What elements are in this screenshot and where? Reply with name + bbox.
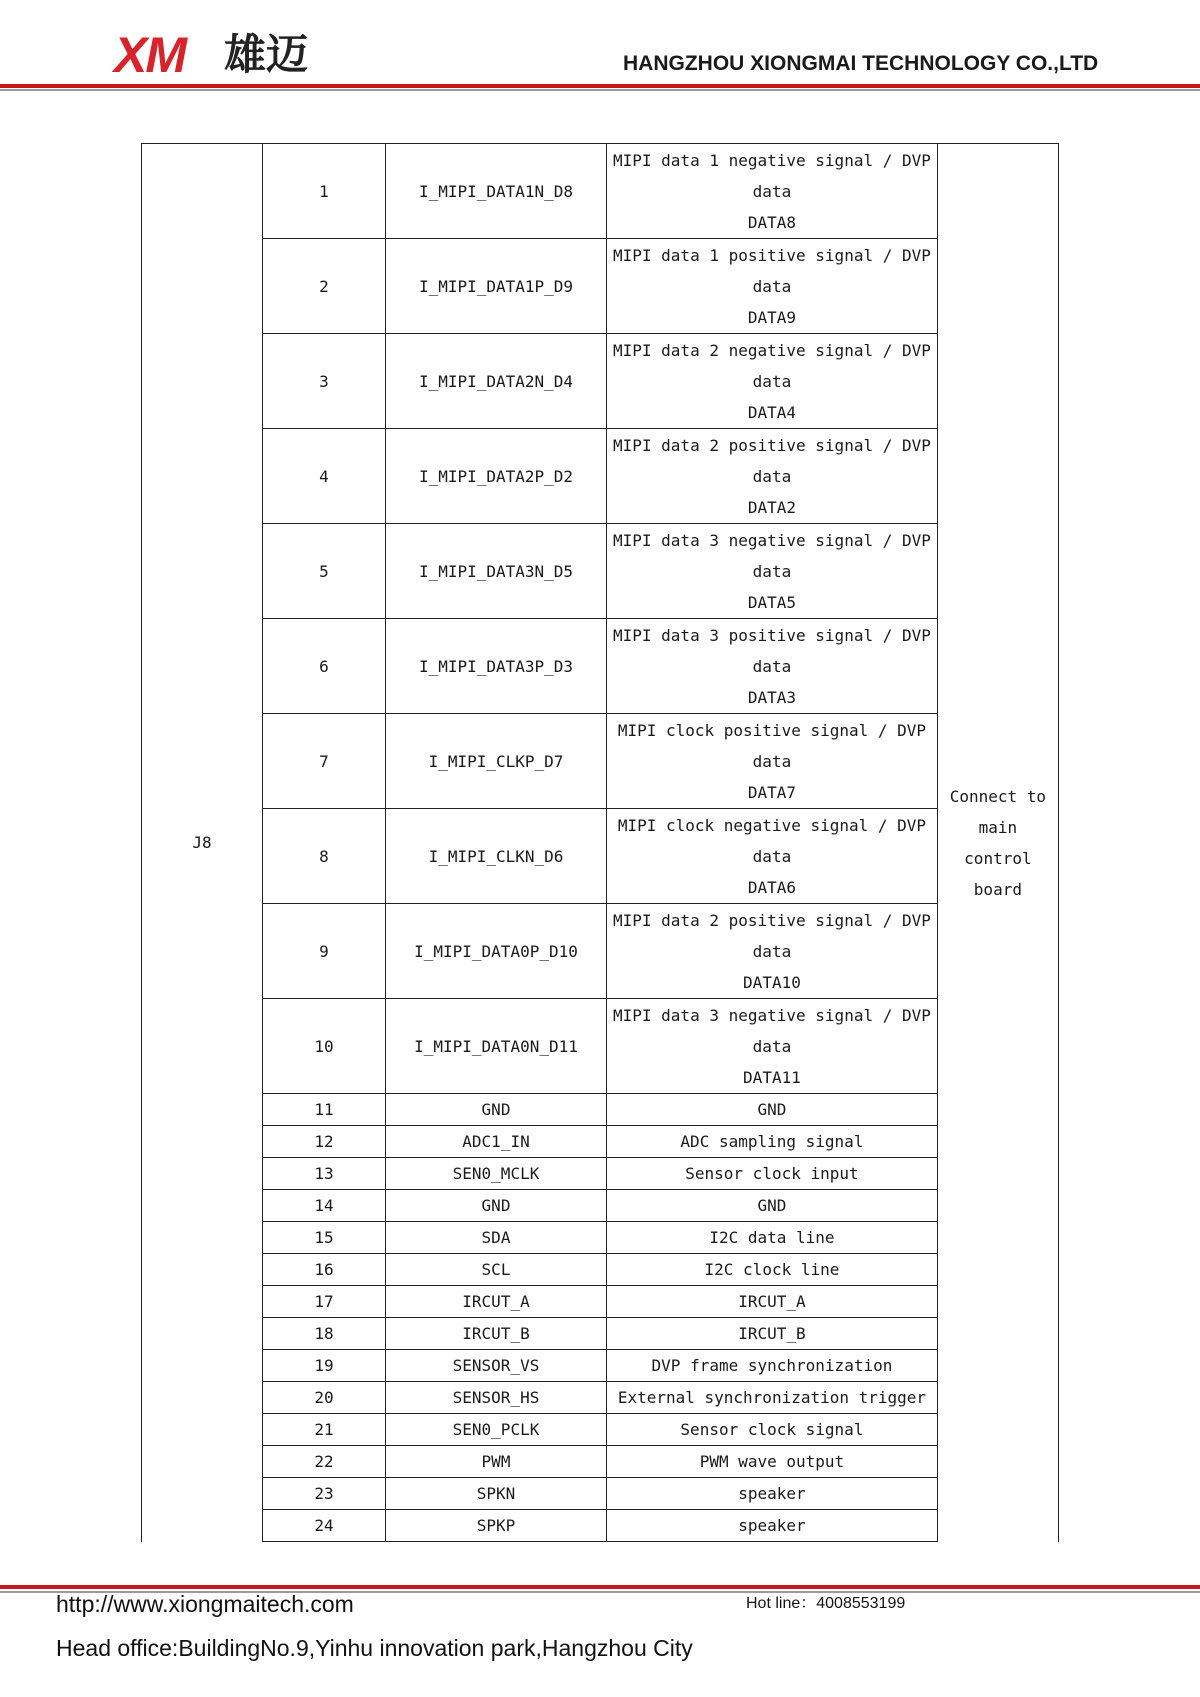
table-row bbox=[142, 1318, 1059, 1350]
signal-name: I_MIPI_DATA2N_D4 bbox=[386, 334, 607, 429]
pin-number: 16 bbox=[263, 1254, 386, 1286]
pin-number: 12 bbox=[263, 1126, 386, 1158]
description-line: Sensor clock signal bbox=[680, 1419, 864, 1439]
table-row bbox=[142, 619, 1059, 714]
signal-name: SDA bbox=[386, 1222, 607, 1254]
pin-number: 13 bbox=[263, 1158, 386, 1190]
signal-description bbox=[607, 1446, 938, 1478]
description-line: GND bbox=[757, 1099, 787, 1119]
table-row bbox=[142, 1094, 1059, 1126]
note-line: board bbox=[973, 879, 1022, 899]
pin-definition-table bbox=[141, 143, 1059, 1542]
description-line: IRCUT_B bbox=[738, 1323, 806, 1343]
signal-description bbox=[607, 429, 938, 524]
table-row bbox=[142, 1158, 1059, 1190]
description-line: data bbox=[752, 181, 792, 201]
pin-number: 7 bbox=[263, 714, 386, 809]
signal-description bbox=[607, 1254, 938, 1286]
connection-note bbox=[937, 144, 1058, 1542]
description-line: IRCUT_A bbox=[738, 1291, 806, 1311]
signal-name: I_MIPI_DATA0N_D11 bbox=[386, 999, 607, 1094]
signal-description bbox=[607, 1478, 938, 1510]
signal-name: GND bbox=[386, 1094, 607, 1126]
signal-description bbox=[607, 1126, 938, 1158]
pin-number: 5 bbox=[263, 524, 386, 619]
signal-name: SENSOR_HS bbox=[386, 1382, 607, 1414]
table-row bbox=[142, 1254, 1059, 1286]
signal-name: SPKN bbox=[386, 1478, 607, 1510]
pin-number: 19 bbox=[263, 1350, 386, 1382]
signal-name: PWM bbox=[386, 1446, 607, 1478]
pin-number: 18 bbox=[263, 1318, 386, 1350]
signal-name: I_MIPI_CLKP_D7 bbox=[386, 714, 607, 809]
note-line: main bbox=[978, 817, 1018, 837]
table-row bbox=[142, 1126, 1059, 1158]
signal-name: I_MIPI_DATA0P_D10 bbox=[386, 904, 607, 999]
description-line: MIPI data 3 negative signal / DVP bbox=[613, 530, 931, 550]
logo-latin-mark: XM bbox=[114, 27, 185, 83]
table-row bbox=[142, 809, 1059, 904]
signal-name: SPKP bbox=[386, 1510, 607, 1542]
signal-description bbox=[607, 1414, 938, 1446]
description-line: GND bbox=[757, 1195, 787, 1215]
table-row bbox=[142, 1478, 1059, 1510]
signal-description bbox=[607, 334, 938, 429]
table-row bbox=[142, 1414, 1059, 1446]
pin-number: 8 bbox=[263, 809, 386, 904]
pin-number: 24 bbox=[263, 1510, 386, 1542]
description-line: data bbox=[752, 561, 792, 581]
signal-description bbox=[607, 619, 938, 714]
signal-description bbox=[607, 904, 938, 999]
pin-number: 3 bbox=[263, 334, 386, 429]
pin-number: 20 bbox=[263, 1382, 386, 1414]
pin-number: 6 bbox=[263, 619, 386, 714]
signal-description bbox=[607, 1286, 938, 1318]
signal-description bbox=[607, 1318, 938, 1350]
description-line: I2C clock line bbox=[704, 1259, 840, 1279]
description-line: MIPI clock positive signal / DVP bbox=[617, 720, 927, 740]
note-line: control bbox=[964, 848, 1032, 868]
description-line: ADC sampling signal bbox=[680, 1131, 864, 1151]
description-line: MIPI data 2 negative signal / DVP bbox=[613, 340, 931, 360]
pin-number: 1 bbox=[263, 144, 386, 239]
signal-name: SENSOR_VS bbox=[386, 1350, 607, 1382]
table-row bbox=[142, 239, 1059, 334]
description-line: I2C data line bbox=[709, 1227, 835, 1247]
description-line: MIPI clock negative signal / DVP bbox=[617, 815, 927, 835]
description-line: DATA4 bbox=[747, 402, 797, 422]
company-name: HANGZHOU XIONGMAI TECHNOLOGY CO.,LTD bbox=[623, 52, 1099, 75]
signal-name: SEN0_MCLK bbox=[386, 1158, 607, 1190]
table-row bbox=[142, 1350, 1059, 1382]
signal-description bbox=[607, 239, 938, 334]
signal-name: I_MIPI_DATA3P_D3 bbox=[386, 619, 607, 714]
description-line: External synchronization trigger bbox=[617, 1387, 927, 1407]
description-line: data bbox=[752, 1036, 792, 1056]
pin-number: 15 bbox=[263, 1222, 386, 1254]
logo-chinese-mark: 雄迈 bbox=[224, 30, 309, 79]
table-row bbox=[142, 1286, 1059, 1318]
pin-number: 23 bbox=[263, 1478, 386, 1510]
signal-description bbox=[607, 714, 938, 809]
description-line: MIPI data 3 negative signal / DVP bbox=[613, 1005, 931, 1025]
description-line: speaker bbox=[738, 1515, 806, 1535]
pin-number: 14 bbox=[263, 1190, 386, 1222]
signal-name: I_MIPI_DATA1P_D9 bbox=[386, 239, 607, 334]
footer-hotline: Hot line：4008553199 bbox=[746, 1595, 906, 1612]
footer-address: Head office:BuildingNo.9,Yinhu innovation park,Hangzhou City bbox=[56, 1635, 693, 1661]
pin-number: 10 bbox=[263, 999, 386, 1094]
description-line: data bbox=[752, 276, 792, 296]
table-row bbox=[142, 904, 1059, 999]
description-line: MIPI data 2 positive signal / DVP bbox=[613, 910, 931, 930]
table-row bbox=[142, 1510, 1059, 1542]
description-line: data bbox=[752, 941, 792, 961]
signal-name: GND bbox=[386, 1190, 607, 1222]
table-row bbox=[142, 1190, 1059, 1222]
description-line: MIPI data 2 positive signal / DVP bbox=[613, 435, 931, 455]
table-row bbox=[142, 1446, 1059, 1478]
pin-number: 4 bbox=[263, 429, 386, 524]
description-line: PWM wave output bbox=[699, 1451, 845, 1471]
description-line: MIPI data 1 positive signal / DVP bbox=[613, 245, 931, 265]
signal-name: I_MIPI_DATA1N_D8 bbox=[386, 144, 607, 239]
table-row bbox=[142, 999, 1059, 1094]
signal-description bbox=[607, 1350, 938, 1382]
signal-description bbox=[607, 144, 938, 239]
signal-description bbox=[607, 1190, 938, 1222]
description-line: Sensor clock input bbox=[685, 1163, 859, 1183]
signal-description bbox=[607, 1382, 938, 1414]
footer-website-link[interactable]: http://www.xiongmaitech.com bbox=[56, 1591, 354, 1617]
description-line: DATA2 bbox=[747, 497, 797, 517]
page-header bbox=[0, 0, 1200, 96]
signal-name: SCL bbox=[386, 1254, 607, 1286]
description-line: DATA7 bbox=[747, 782, 797, 802]
description-line: DVP frame synchronization bbox=[651, 1355, 893, 1375]
signal-name: I_MIPI_DATA3N_D5 bbox=[386, 524, 607, 619]
signal-name: IRCUT_B bbox=[386, 1318, 607, 1350]
table-row bbox=[142, 144, 1059, 239]
description-line: speaker bbox=[738, 1483, 806, 1503]
signal-name: ADC1_IN bbox=[386, 1126, 607, 1158]
table-row bbox=[142, 714, 1059, 809]
note-line: Connect to bbox=[949, 786, 1047, 806]
signal-name: I_MIPI_DATA2P_D2 bbox=[386, 429, 607, 524]
header-divider-gray bbox=[0, 89, 1200, 91]
description-line: DATA3 bbox=[747, 687, 797, 707]
description-line: MIPI data 3 positive signal / DVP bbox=[613, 625, 931, 645]
signal-description bbox=[607, 1510, 938, 1542]
table-row bbox=[142, 1382, 1059, 1414]
signal-description bbox=[607, 1094, 938, 1126]
table-row bbox=[142, 1222, 1059, 1254]
description-line: data bbox=[752, 846, 792, 866]
table-row bbox=[142, 524, 1059, 619]
table-row bbox=[142, 429, 1059, 524]
pin-number: 17 bbox=[263, 1286, 386, 1318]
description-line: DATA11 bbox=[743, 1067, 801, 1087]
table-row bbox=[142, 334, 1059, 429]
signal-description bbox=[607, 1222, 938, 1254]
signal-name: SEN0_PCLK bbox=[386, 1414, 607, 1446]
description-line: data bbox=[752, 466, 792, 486]
description-line: data bbox=[752, 751, 792, 771]
pin-number: 22 bbox=[263, 1446, 386, 1478]
description-line: DATA5 bbox=[747, 592, 797, 612]
header-divider-red bbox=[0, 84, 1200, 88]
pin-number: 11 bbox=[263, 1094, 386, 1126]
description-line: MIPI data 1 negative signal / DVP bbox=[613, 150, 931, 170]
signal-name: IRCUT_A bbox=[386, 1286, 607, 1318]
pin-number: 2 bbox=[263, 239, 386, 334]
footer-divider-red bbox=[0, 1585, 1200, 1589]
connector-label: J8 bbox=[142, 144, 263, 1542]
pin-number: 21 bbox=[263, 1414, 386, 1446]
description-line: DATA9 bbox=[747, 307, 797, 327]
signal-description bbox=[607, 999, 938, 1094]
signal-description bbox=[607, 809, 938, 904]
signal-description bbox=[607, 1158, 938, 1190]
description-line: DATA6 bbox=[747, 877, 797, 897]
description-line: data bbox=[752, 656, 792, 676]
description-line: DATA8 bbox=[747, 212, 797, 232]
pin-number: 9 bbox=[263, 904, 386, 999]
description-line: data bbox=[752, 371, 792, 391]
signal-name: I_MIPI_CLKN_D6 bbox=[386, 809, 607, 904]
description-line: DATA10 bbox=[743, 972, 801, 992]
signal-description bbox=[607, 524, 938, 619]
